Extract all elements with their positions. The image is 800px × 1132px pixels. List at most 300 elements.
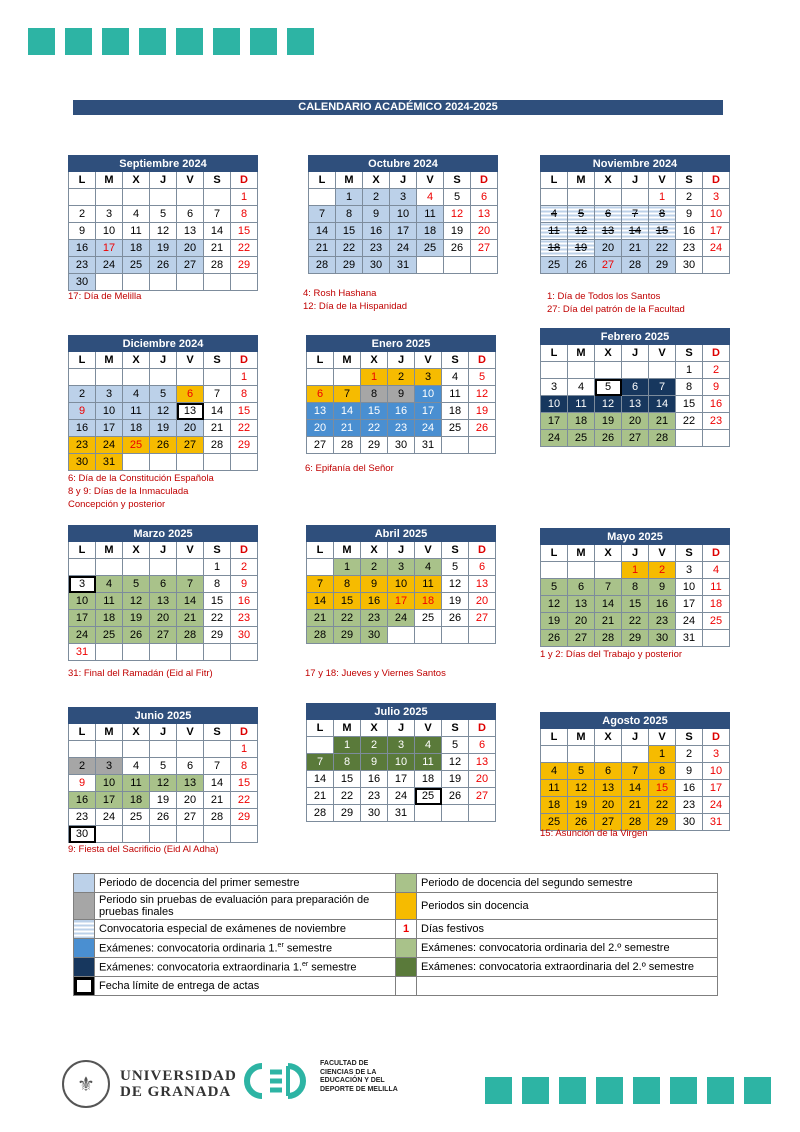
holiday-note-line: 12: Día de la Hispanidad (303, 301, 408, 312)
day-cell: 14 (595, 596, 622, 613)
day-cell: 2 (649, 562, 676, 579)
month-title: Abril 2025 (307, 526, 496, 542)
day-cell: 23 (649, 613, 676, 630)
day-cell: 4 (96, 576, 123, 593)
empty-cell (123, 369, 150, 386)
day-header: L (307, 352, 334, 369)
day-cell: 26 (568, 257, 595, 274)
day-header: D (231, 172, 258, 189)
day-cell: 29 (336, 257, 363, 274)
empty-cell (568, 362, 595, 379)
empty-cell (177, 369, 204, 386)
day-cell: 15 (231, 403, 258, 420)
day-cell: 11 (541, 223, 568, 240)
day-cell: 12 (150, 403, 177, 420)
day-cell: 18 (703, 596, 730, 613)
day-cell: 27 (568, 630, 595, 647)
legend-swatch-actas (74, 977, 95, 996)
day-cell: 25 (415, 788, 442, 805)
day-cell: 6 (471, 189, 498, 206)
empty-cell (177, 644, 204, 661)
day-cell: 8 (204, 576, 231, 593)
day-header: M (334, 720, 361, 737)
day-cell: 14 (622, 223, 649, 240)
day-header: V (649, 545, 676, 562)
day-cell: 25 (541, 814, 568, 831)
day-cell: 26 (150, 809, 177, 826)
day-cell: 16 (69, 420, 96, 437)
empty-cell (69, 189, 96, 206)
empty-cell (177, 826, 204, 843)
day-cell: 12 (150, 775, 177, 792)
day-header: V (177, 172, 204, 189)
day-cell: 4 (541, 206, 568, 223)
day-cell: 5 (595, 379, 622, 396)
day-cell: 1 (336, 189, 363, 206)
day-cell: 13 (471, 206, 498, 223)
day-cell: 22 (336, 240, 363, 257)
month-table (306, 703, 496, 822)
day-cell: 2 (361, 559, 388, 576)
day-cell: 15 (334, 771, 361, 788)
month-calendar (68, 335, 258, 471)
day-cell: 6 (150, 576, 177, 593)
holiday-note-line: 17 y 18: Jueves y Viernes Santos (305, 668, 446, 679)
day-header: J (150, 172, 177, 189)
empty-cell (307, 559, 334, 576)
empty-cell (388, 627, 415, 644)
day-header: D (471, 172, 498, 189)
day-cell: 6 (177, 386, 204, 403)
day-header: D (469, 352, 496, 369)
empty-cell (442, 805, 469, 822)
month-calendar (68, 155, 258, 291)
day-cell: 6 (595, 763, 622, 780)
day-cell: 18 (442, 403, 469, 420)
day-header: L (541, 729, 568, 746)
day-cell: 1 (649, 746, 676, 763)
day-cell: 18 (123, 240, 150, 257)
day-cell: 9 (676, 763, 703, 780)
day-cell: 17 (390, 223, 417, 240)
day-cell: 14 (177, 593, 204, 610)
day-cell: 10 (96, 775, 123, 792)
empty-cell (307, 369, 334, 386)
day-cell: 26 (442, 610, 469, 627)
day-cell: 22 (231, 792, 258, 809)
day-cell: 8 (336, 206, 363, 223)
day-cell: 29 (361, 437, 388, 454)
faculty-name: FACULTAD DE CIENCIAS DE LA EDUCACIÓN Y DEL DEPORTE DE MELILLA (320, 1060, 398, 1093)
day-header: S (442, 720, 469, 737)
month-holiday-note (540, 648, 682, 661)
empty-cell (541, 189, 568, 206)
month-holiday-note (68, 843, 219, 856)
month-title: Octubre 2024 (309, 156, 498, 172)
month-title: Febrero 2025 (541, 329, 730, 345)
month-calendar (540, 155, 730, 274)
day-cell: 5 (150, 386, 177, 403)
day-header: D (231, 724, 258, 741)
empty-cell (150, 644, 177, 661)
day-header: J (622, 729, 649, 746)
empty-cell (123, 189, 150, 206)
day-cell: 24 (96, 437, 123, 454)
day-header: S (676, 545, 703, 562)
day-cell: 28 (595, 630, 622, 647)
day-cell: 12 (469, 386, 496, 403)
day-cell: 29 (231, 257, 258, 274)
month-holiday-note (305, 667, 446, 680)
empty-cell (150, 369, 177, 386)
month-calendar (306, 525, 496, 644)
day-cell: 29 (334, 805, 361, 822)
empty-cell (469, 437, 496, 454)
day-cell: 22 (231, 420, 258, 437)
day-cell: 14 (649, 396, 676, 413)
day-cell: 19 (442, 771, 469, 788)
day-cell: 13 (595, 223, 622, 240)
empty-cell (442, 437, 469, 454)
day-header: M (336, 172, 363, 189)
day-cell: 8 (649, 763, 676, 780)
day-cell: 22 (649, 797, 676, 814)
day-cell: 5 (541, 579, 568, 596)
day-cell: 31 (703, 814, 730, 831)
empty-cell (123, 559, 150, 576)
day-cell: 24 (415, 420, 442, 437)
day-cell: 25 (442, 420, 469, 437)
empty-cell (123, 454, 150, 471)
month-holiday-note (68, 667, 213, 680)
day-cell: 13 (177, 403, 204, 420)
day-header: X (123, 172, 150, 189)
day-cell: 1 (231, 741, 258, 758)
day-header: V (177, 352, 204, 369)
empty-cell (96, 644, 123, 661)
day-cell: 6 (177, 758, 204, 775)
day-cell: 16 (703, 396, 730, 413)
day-cell: 11 (703, 579, 730, 596)
empty-cell (541, 562, 568, 579)
day-cell: 17 (96, 792, 123, 809)
day-cell: 7 (622, 206, 649, 223)
empty-cell (69, 559, 96, 576)
day-cell: 15 (622, 596, 649, 613)
empty-cell (150, 741, 177, 758)
legend-swatch-no-tests (74, 893, 95, 920)
day-header: M (568, 172, 595, 189)
day-cell: 20 (568, 613, 595, 630)
day-cell: 10 (96, 403, 123, 420)
day-cell: 5 (444, 189, 471, 206)
day-header: M (568, 345, 595, 362)
empty-cell (595, 189, 622, 206)
legend-extraordinary-2: Exámenes: convocatoria extraordinaria del 2.º semestre (417, 958, 718, 977)
month-holiday-note (540, 827, 648, 840)
day-cell: 13 (469, 754, 496, 771)
footer-decoration (485, 1077, 771, 1104)
empty-cell (204, 741, 231, 758)
day-cell: 5 (150, 758, 177, 775)
empty-cell (150, 826, 177, 843)
day-cell: 10 (676, 579, 703, 596)
day-cell: 8 (231, 386, 258, 403)
day-header: V (649, 172, 676, 189)
empty-cell (96, 189, 123, 206)
day-cell: 20 (595, 240, 622, 257)
day-cell: 8 (231, 758, 258, 775)
day-cell: 4 (123, 758, 150, 775)
day-cell: 7 (204, 206, 231, 223)
month-table (540, 528, 730, 647)
empty-cell (703, 257, 730, 274)
day-header: J (150, 542, 177, 559)
day-cell: 27 (622, 430, 649, 447)
day-cell: 1 (676, 362, 703, 379)
day-cell: 23 (69, 257, 96, 274)
day-cell: 8 (334, 754, 361, 771)
day-cell: 14 (334, 403, 361, 420)
day-cell: 20 (307, 420, 334, 437)
day-header: M (96, 352, 123, 369)
day-cell: 17 (703, 780, 730, 797)
day-header: L (541, 545, 568, 562)
day-header: L (69, 352, 96, 369)
day-cell: 17 (388, 593, 415, 610)
day-cell: 28 (177, 627, 204, 644)
day-cell: 29 (204, 627, 231, 644)
day-cell: 28 (307, 805, 334, 822)
month-title: Noviembre 2024 (541, 156, 730, 172)
day-cell: 28 (334, 437, 361, 454)
day-header: X (123, 724, 150, 741)
day-cell: 14 (622, 780, 649, 797)
day-cell: 21 (622, 240, 649, 257)
day-cell: 9 (69, 223, 96, 240)
month-calendar (540, 528, 730, 647)
day-cell: 20 (471, 223, 498, 240)
legend-second-semester: Periodo de docencia del segundo semestre (417, 874, 718, 893)
day-cell: 13 (595, 780, 622, 797)
day-cell: 28 (622, 257, 649, 274)
day-cell: 30 (676, 814, 703, 831)
day-cell: 26 (123, 627, 150, 644)
empty-cell (676, 430, 703, 447)
day-cell: 1 (649, 189, 676, 206)
day-cell: 21 (595, 613, 622, 630)
day-cell: 21 (649, 413, 676, 430)
day-header: M (96, 542, 123, 559)
legend-swatch-ordinary-2 (396, 939, 417, 958)
day-cell: 2 (703, 362, 730, 379)
day-cell: 9 (703, 379, 730, 396)
empty-cell (204, 189, 231, 206)
day-header: M (568, 545, 595, 562)
day-cell: 2 (676, 746, 703, 763)
day-header: X (595, 172, 622, 189)
day-cell: 12 (568, 223, 595, 240)
day-header: V (417, 172, 444, 189)
university-logo (62, 1060, 237, 1108)
day-cell: 2 (69, 386, 96, 403)
day-cell: 13 (307, 403, 334, 420)
day-cell: 29 (334, 627, 361, 644)
day-cell: 22 (334, 788, 361, 805)
day-cell: 4 (703, 562, 730, 579)
day-cell: 18 (123, 420, 150, 437)
day-header: D (469, 542, 496, 559)
day-cell: 7 (595, 579, 622, 596)
day-cell: 15 (649, 223, 676, 240)
day-cell: 7 (622, 763, 649, 780)
day-header: M (334, 542, 361, 559)
month-table (306, 525, 496, 644)
month-table (306, 335, 496, 454)
legend-holiday-number: 1 (396, 920, 417, 939)
empty-cell (541, 362, 568, 379)
day-cell: 24 (390, 240, 417, 257)
holiday-note-line: 9: Fiesta del Sacrificio (Eid Al Adha) (68, 844, 219, 855)
month-calendar (540, 328, 730, 447)
day-header: D (469, 720, 496, 737)
day-cell: 19 (568, 797, 595, 814)
day-cell: 21 (622, 797, 649, 814)
empty-cell (204, 369, 231, 386)
day-cell: 27 (595, 814, 622, 831)
day-cell: 19 (123, 610, 150, 627)
empty-cell (469, 627, 496, 644)
day-cell: 21 (334, 420, 361, 437)
day-cell: 30 (363, 257, 390, 274)
day-cell: 29 (231, 809, 258, 826)
day-cell: 5 (442, 737, 469, 754)
day-header: M (568, 729, 595, 746)
empty-cell (595, 746, 622, 763)
month-calendar (68, 707, 258, 843)
empty-cell (69, 369, 96, 386)
day-cell: 30 (649, 630, 676, 647)
day-cell: 23 (231, 610, 258, 627)
day-cell: 20 (177, 240, 204, 257)
empty-cell (703, 430, 730, 447)
empty-cell (231, 644, 258, 661)
university-name: UNIVERSIDAD DE GRANADA (120, 1068, 237, 1100)
day-cell: 22 (361, 420, 388, 437)
day-cell: 26 (150, 257, 177, 274)
day-cell: 28 (204, 437, 231, 454)
day-cell: 19 (150, 420, 177, 437)
day-cell: 22 (622, 613, 649, 630)
empty-cell (471, 257, 498, 274)
day-cell: 20 (469, 593, 496, 610)
day-cell: 18 (415, 593, 442, 610)
day-header: X (361, 542, 388, 559)
day-cell: 20 (595, 797, 622, 814)
day-cell: 21 (177, 610, 204, 627)
day-cell: 18 (415, 771, 442, 788)
holiday-note-line: 6: Epifanía del Señor (305, 463, 394, 474)
day-cell: 4 (568, 379, 595, 396)
day-header: J (388, 352, 415, 369)
day-cell: 13 (568, 596, 595, 613)
day-cell: 24 (96, 809, 123, 826)
day-cell: 16 (676, 780, 703, 797)
day-cell: 14 (204, 775, 231, 792)
day-cell: 12 (150, 223, 177, 240)
day-cell: 31 (390, 257, 417, 274)
empty-cell (96, 369, 123, 386)
empty-cell (541, 746, 568, 763)
month-table (308, 155, 498, 274)
day-cell: 12 (568, 780, 595, 797)
day-cell: 25 (415, 610, 442, 627)
month-table (68, 707, 258, 843)
empty-cell (595, 562, 622, 579)
day-cell: 9 (69, 403, 96, 420)
legend-swatch-empty (396, 977, 417, 996)
day-cell: 14 (307, 771, 334, 788)
day-header: S (676, 172, 703, 189)
day-cell: 28 (307, 627, 334, 644)
day-header: L (69, 724, 96, 741)
day-cell: 13 (469, 576, 496, 593)
empty-cell (204, 826, 231, 843)
day-cell: 6 (177, 206, 204, 223)
day-header: X (123, 352, 150, 369)
day-cell: 30 (69, 826, 96, 843)
legend-swatch-extraordinary-2 (396, 958, 417, 977)
day-header: J (622, 172, 649, 189)
month-holiday-note (303, 287, 407, 313)
day-cell: 31 (96, 454, 123, 471)
day-cell: 12 (442, 754, 469, 771)
day-cell: 30 (69, 274, 96, 291)
day-cell: 9 (676, 206, 703, 223)
day-header: D (703, 345, 730, 362)
day-cell: 12 (123, 593, 150, 610)
day-cell: 4 (123, 386, 150, 403)
day-cell: 6 (568, 579, 595, 596)
day-cell: 7 (204, 758, 231, 775)
empty-cell (177, 559, 204, 576)
day-cell: 22 (334, 610, 361, 627)
day-cell: 2 (231, 559, 258, 576)
day-cell: 21 (307, 788, 334, 805)
day-cell: 17 (388, 771, 415, 788)
empty-cell (415, 627, 442, 644)
empty-cell (204, 454, 231, 471)
day-cell: 3 (415, 369, 442, 386)
day-cell: 25 (568, 430, 595, 447)
empty-cell (96, 826, 123, 843)
day-header: S (204, 352, 231, 369)
day-header: M (96, 724, 123, 741)
day-cell: 9 (361, 576, 388, 593)
empty-cell (123, 644, 150, 661)
day-cell: 8 (361, 386, 388, 403)
empty-cell (568, 189, 595, 206)
day-header: S (204, 172, 231, 189)
day-cell: 21 (204, 240, 231, 257)
empty-cell (309, 189, 336, 206)
day-cell: 29 (622, 630, 649, 647)
day-cell: 20 (177, 792, 204, 809)
day-header: J (388, 720, 415, 737)
day-cell: 18 (541, 240, 568, 257)
day-cell: 7 (307, 754, 334, 771)
legend-november-exams: Convocatoria especial de exámenes de noviembre (95, 920, 396, 939)
